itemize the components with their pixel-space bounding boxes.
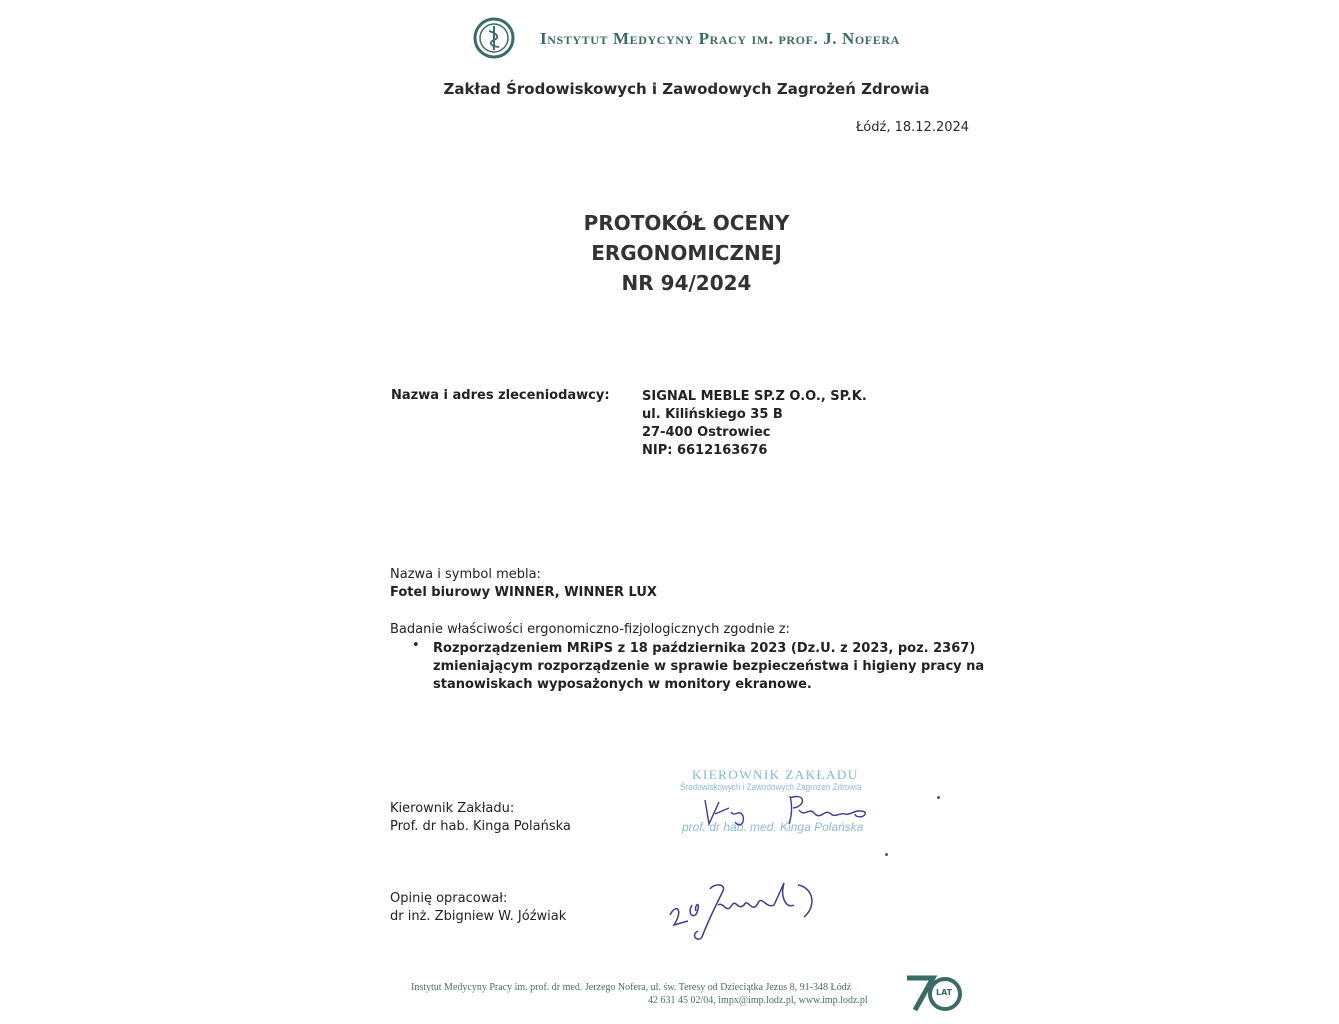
- head-role: Kierownik Zakładu:: [390, 801, 515, 816]
- caduceus-icon: [472, 16, 516, 60]
- signature-head-icon: [695, 788, 875, 833]
- client-nip: NIP: 6612163676: [642, 443, 768, 458]
- prepared-name: dr inż. Zbigniew W. Jóźwiak: [390, 909, 567, 924]
- institute-name: Instytut Medycyny Pracy im. prof. J. Nofera: [540, 29, 900, 48]
- client-city: 27-400 Ostrowiec: [642, 425, 771, 440]
- furniture-value: Fotel biurowy WINNER, WINNER LUX: [390, 585, 657, 600]
- stamp-title: KIEROWNIK ZAKŁADU: [692, 767, 859, 782]
- prepared-role: Opinię opracował:: [390, 891, 508, 906]
- client-label: Nazwa i adres zleceniodawcy:: [391, 388, 610, 403]
- furniture-label: Nazwa i symbol mebla:: [390, 567, 541, 582]
- client-name: SIGNAL MEBLE SP.Z O.O., SP.K.: [642, 389, 867, 404]
- client-details: [642, 388, 867, 460]
- regulation-text: Rozporządzeniem MRiPS z 18 października 2023 (Dz.U. z 2023, poz. 2367) zmieniającym rozporządzenie w sprawie bezpieczeństwa i higieny pracy na stanowiskach wyposażonych w monitory ekranowe.: [433, 641, 985, 692]
- scan-mark: [885, 853, 888, 856]
- title-line-3: NR 94/2024: [621, 271, 752, 295]
- document-title: [0, 208, 1339, 298]
- department-name: Zakład Środowiskowych i Zawodowych Zagrożeń Zdrowia: [443, 80, 930, 98]
- stamp-name: prof. dr hab. med. Kinga Polańska: [682, 820, 864, 834]
- document-date: Łódź, 18.12.2024: [856, 120, 970, 135]
- scan-mark: [937, 796, 940, 799]
- footer-contact: 42 631 45 02/04, impx@imp.lodz.pl, www.imp.lodz.pl: [648, 995, 868, 1006]
- study-label: Badanie właściwości ergonomiczno-fizjologicznych zgodnie z:: [390, 622, 790, 637]
- anniversary-label: LAT: [936, 988, 953, 997]
- stamp-subtitle: Środowiskowych i Zawodowych Zagrożeń Zdrowia: [680, 782, 862, 792]
- anniversary-70-icon: [905, 972, 965, 1012]
- head-name: Prof. dr hab. Kinga Polańska: [390, 819, 571, 834]
- footer-address: Instytut Medycyny Pracy im. prof. dr med. Jerzego Nofera, ul. św. Teresy od Dzieciątka Jezus 8, 91-348 Łódź: [411, 982, 852, 993]
- bullet-icon: •: [412, 638, 420, 653]
- title-line-2: ERGONOMICZNEJ: [591, 241, 782, 265]
- title-line-1: PROTOKÓŁ OCENY: [583, 211, 790, 235]
- signature-preparer-icon: [662, 875, 822, 945]
- client-street: ul. Kilińskiego 35 B: [642, 407, 783, 422]
